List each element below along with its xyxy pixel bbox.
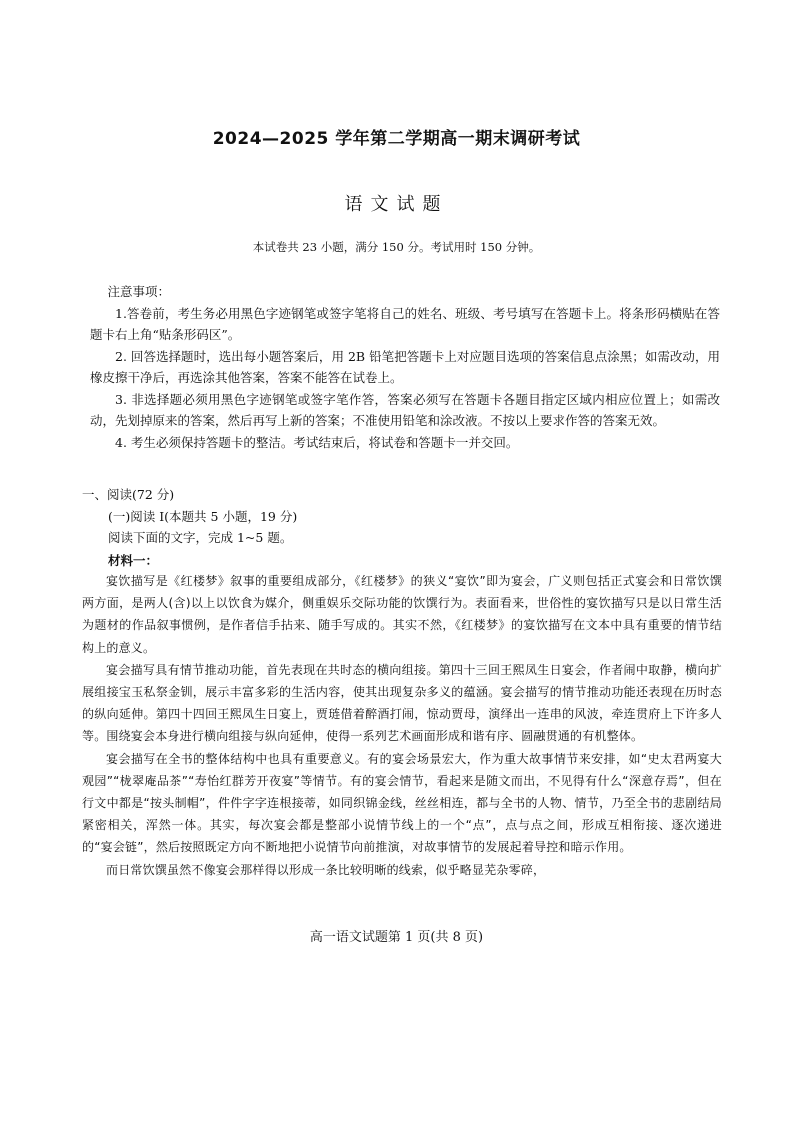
subsection-title: (一)阅读 Ⅰ(本题共 5 小题，19 分) [108, 509, 298, 524]
notes-item-3: 3. 非选择题必须用黑色字迹钢笔或签字笔作答，答案必须写在答题卡各题目指定区域内相应位置上；如需改动，先划掉原来的答案，然后再写上新的答案；不准使用铅笔和涂改液。不按以上要求作答的答案无效。 [90, 391, 720, 428]
notes-item-4: 4. 考生必须保持答题卡的整洁。考试结束后，将试卷和答题卡一并交回。 [115, 434, 519, 450]
page-footer: 高一语文试题第 1 页(共 8 页) [309, 930, 484, 945]
material-paragraph: 宴会描写具有情节推动功能，首先表现在共时态的横向组接。第四十三回王熙凤生日宴会，作者闹中取静，横向扩展组接宝玉私祭金钏，展示丰富多彩的生活内容，使其出现复杂多义的蕴涵。宴会描写的情节推动功能还表现在历时态的纵向延伸。第四十四回王熙凤生日宴上，贾琏借着醉酒打闹，惊动贾母，演绎出一连串的风波，牵连贯府上下许多人等。围绕宴会本身进行横向组接与纵向延伸，使得一系列艺术画面形成和谐有序、圆融贯通的有机整体。 [82, 662, 722, 744]
subject-title: 语文试题 [344, 194, 449, 215]
material-text [82, 570, 722, 881]
material-paragraph: 宴会描写在全书的整体结构中也具有重要意义。有的宴会场景宏大，作为重大故事情节来安排，如“史太君两宴大观园”“栊翠庵品茶”“寿怡红群芳开夜宴”等情节。有的宴会情节，看起来是随文而出，不见得有什么“深意存焉”，但在行文中都是“按头制帽”，件件字字连根接蒂，如同织锦金线，丝丝相连，都与全书的人物、情节，乃至全书的悲剧结局紧密相关，浑然一体。其实，每次宴会都是整部小说情节线上的一个“点”，点与点之间，形成互相衔接、逐次递进的“宴会链”，然后按照既定方向不断地把小说情节向前推演，对故事情节的发展起着导控和暗示作用。 [82, 751, 722, 855]
notes-item-2: 2. 回答选择题时，选出每小题答案后，用 2B 铅笔把答题卡上对应题目选项的答案信息点涂黑；如需改动，用橡皮擦干净后，再选涂其他答案，答案不能答在试卷上。 [90, 348, 720, 385]
subsection [108, 506, 708, 548]
material-paragraph: 宴饮描写是《红楼梦》叙事的重要组成部分，《红楼梦》的狭义“宴饮”即为宴会，广义则包括正式宴会和日常饮馔两方面，是两人(含)以上以饮食为媒介，侧重娱乐交际功能的饮馔行为。表面看来，世俗性的宴饮描写只是以日常生活为题材的作品叙事惯例，是作者信手拈来、随手写成的。其实不然，《红楼梦》的宴饮描写在文本中具有重要的情节结构上的意义。 [82, 574, 722, 655]
notes-item-1: 1.答卷前，考生务必用黑色字迹钢笔或签字笔将自己的姓名、班级、考号填写在答题卡上。将条形码横贴在答题卡右上角“贴条形码区”。 [90, 305, 720, 342]
exam-info: 本试卷共 23 小题，满分 150 分。考试用时 150 分钟。 [252, 240, 541, 254]
reading-instruction: 阅读下面的文字，完成 1~5 题。 [108, 530, 293, 545]
section-title: 一、阅读(72 分) [82, 487, 175, 502]
exam-title: 2024—2025 学年第二学期高一期末调研考试 [212, 129, 581, 149]
notes-section [90, 281, 720, 453]
material-label: 材料一： [108, 553, 159, 568]
notes-heading: 注意事项： [107, 284, 171, 299]
material-paragraph: 而日常饮馔虽然不像宴会那样得以形成一条比较明晰的线索，似乎略显芜杂零碎， [106, 862, 546, 877]
